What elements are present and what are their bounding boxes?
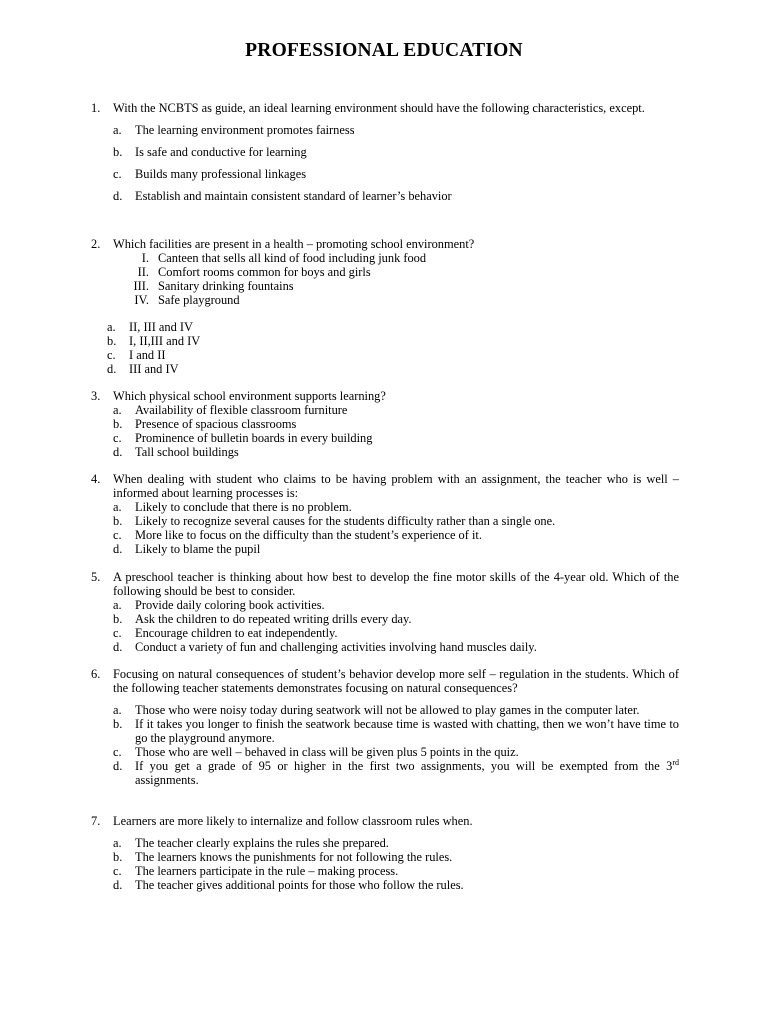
option-c: c. Those who are well – behaved in class will be given plus 5 points in the quiz. <box>113 745 519 759</box>
question-number: 5. <box>91 570 101 584</box>
option-d: d. Tall school buildings <box>113 445 239 459</box>
roman-item-2: II. Comfort rooms common for boys and girls <box>137 265 371 279</box>
question-1 <box>91 101 679 203</box>
option-c: c. The learners participate in the rule – making process. <box>113 864 399 878</box>
option-a: a. II, III and IV <box>107 320 193 334</box>
option-a: a. Those who were noisy today during seatwork will not be allowed to play games in the computer later. <box>113 703 640 717</box>
page-title: PROFESSIONAL EDUCATION <box>245 40 523 61</box>
option-d: d. III and IV <box>107 362 179 376</box>
option-b: b. Is safe and conductive for learning <box>113 145 307 159</box>
question-number: 3. <box>91 389 101 403</box>
roman-item-4: IV. Safe playground <box>134 293 240 307</box>
question-text: When dealing with student who claims to be having problem with an assignment, the teacher who is well – informed about learning processes is: <box>113 472 679 500</box>
option-a: a. The teacher clearly explains the rules she prepared. <box>113 836 389 850</box>
option-b: b. The learners knows the punishments for not following the rules. <box>113 850 453 864</box>
option-b: b. Presence of spacious classrooms <box>113 417 297 431</box>
question-7 <box>91 814 679 892</box>
option-d: d. The teacher gives additional points for those who follow the rules. <box>113 878 464 892</box>
option-c: c. I and II <box>107 348 166 362</box>
option-b: b. I, II,III and IV <box>107 334 201 348</box>
option-c: c. Builds many professional linkages <box>113 167 307 181</box>
question-text: A preschool teacher is thinking about how best to develop the fine motor skills of the 4-year old. Which of the following should be best to consider. <box>113 570 679 598</box>
option-d: d. Conduct a variety of fun and challenging activities involving hand muscles daily. <box>113 640 537 654</box>
option-c: c. Encourage children to eat independently. <box>113 626 338 640</box>
option-a: a. Provide daily coloring book activities. <box>113 598 325 612</box>
option-c: c. Prominence of bulletin boards in every building <box>113 431 373 445</box>
question-5 <box>91 570 679 654</box>
question-number: 4. <box>91 472 101 486</box>
option-b: b. Ask the children to do repeated writing drills every day. <box>113 612 412 626</box>
question-3 <box>91 389 679 459</box>
option-d: d. Likely to blame the pupil <box>113 542 261 556</box>
question-number: 6. <box>91 667 101 681</box>
question-text: Learners are more likely to internalize and follow classroom rules when. <box>113 814 473 828</box>
question-6 <box>91 667 679 787</box>
option-a: a. The learning environment promotes fairness <box>113 123 355 137</box>
option-b: b. Likely to recognize several causes for the students difficulty rather than a single one. <box>113 514 556 528</box>
option-b: b. If it takes you longer to finish the seatwork because time is wasted with chatting, then we won’t have time to go the playground anymore. <box>113 717 679 745</box>
option-c: c. More like to focus on the difficulty than the student’s experience of it. <box>113 528 482 542</box>
question-number: 2. <box>91 237 101 251</box>
question-4 <box>91 472 679 556</box>
question-number: 7. <box>91 814 101 828</box>
question-text: Which physical school environment supports learning? <box>113 389 386 403</box>
option-d: d. Establish and maintain consistent standard of learner’s behavior <box>113 189 452 203</box>
option-d: d. If you get a grade of 95 or higher in the first two assignments, you will be exempted from the 3rd assignments. <box>113 758 679 787</box>
question-text: Focusing on natural consequences of student’s behavior develop more self – regulation in the students. Which of the following teacher statements demonstrates focusing on natural consequences? <box>113 667 679 695</box>
question-2 <box>91 237 679 376</box>
question-text: Which facilities are present in a health – promoting school environment? <box>113 237 475 251</box>
question-number: 1. <box>91 101 101 115</box>
question-text: With the NCBTS as guide, an ideal learning environment should have the following characteristics, except. <box>113 101 645 115</box>
option-a: a. Availability of flexible classroom furniture <box>113 403 348 417</box>
option-a: a. Likely to conclude that there is no problem. <box>113 500 352 514</box>
roman-item-3: III. Sanitary drinking fountains <box>133 279 294 293</box>
roman-item-1: I. Canteen that sells all kind of food including junk food <box>141 251 427 265</box>
